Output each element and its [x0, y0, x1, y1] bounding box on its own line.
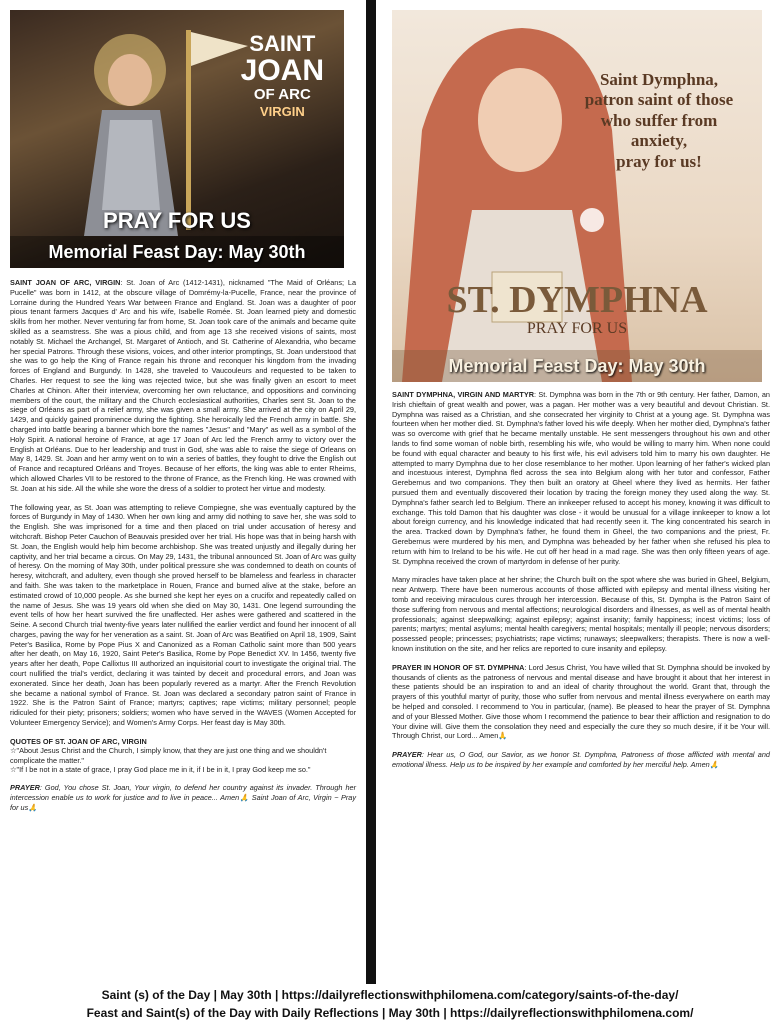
- dymphna-image: [392, 10, 762, 382]
- dymphna-name: ST. DYMPHNA: [446, 279, 708, 321]
- dymphna-caption-line1: Saint Dymphna,: [599, 70, 719, 89]
- joan-quote-1: ☆"About Jesus Christ and the Church, I simply know, that they are just one thing and we shouldn't complicate the matter.": [10, 745, 327, 765]
- joan-paragraph-2: The following year, as St. Joan was attempting to relieve Compiegne, she was eventually captured by the forces of Burgundy in May of 1430. When her own king and army did nothing to save her, she was sold to the English. She was imprisoned for a time and then placed on trial under accusation of heresy and witchcraft. Bishop Peter Cauchon of Beauvais presided over her trial. His hope was that in being harsh with St. Joan, the English would help him become archbishop. She was treated unjustly and illegally during her captivity, and her trial became a circus. On May 29, 1431, the tribunal announced St. Joan of Arc was guilty of heresy. On the morning of May 30th, under political pressure she was condemned to death on counts of heresy, witchcraft, and adultery, even though she proved herself to be blameless and fearless in character and faith. She was taken to the marketplace in Rouen, France and burned alive at the stake, before an estimated crowd of 10,000 people. As she burned she kept her eyes on a crucifix and repeatedly called on the name of Jesus. She was 19 years old when she died on May 30, 1431. One legend surrounding the event tells of how her heart survived the fire unaffected. Her ashes were gathered and scattered in the Seine. A second Church trial twenty-five years later nullified the earlier verdict and found her innocent of all charges, paving the way for her veneration as a saint. St. Joan of Arc was Beatified on April 18, 1909, Saint Peter's Basilica, Rome by Pope Pius X and Canonized as a Roman Catholic saint more than 500 years after her death, on May 16, 1920, Saint Peter's Basilica, Rome by Pope Benedict XV. In 1456, twenty five years after her death, Pope Callixtus III authorized an inquisitorial court to investigate the original trial. The court nullified the trial's verdict, declaring it was tainted by deceit and procedural errors, and Joan was exonerated. Since her death, Joan has been popularly revered as a martyr. After the French Revolution she became a national symbol of France. St. Joan was declared a secondary patron saint of France in 1922. She is the Patron Saint of France; martyrs; captives; rape victims; military personnel; people ridiculed for their piety; prisoners; soldiers; women who have served in the WAVES (Women Accepted for Volunteer Emergency Service); and Women's Army Corps. Her feast day is May 30th.: [10, 502, 356, 728]
- footer-line-1: Saint (s) of the Day | May 30th | https://dailyreflectionswithphilomena.com/category/saints-of-the-day/: [101, 988, 679, 1002]
- joan-pray-text: PRAY FOR US: [103, 208, 251, 233]
- joan-column: [10, 10, 356, 822]
- joan-title-line2: JOAN: [240, 54, 324, 88]
- footer-line-2: Feast and Saint(s) of the Day with Daily Reflections | May 30th | https://dailyreflectionswithphilomena.com/: [86, 1006, 694, 1020]
- joan-title-line3: OF ARC: [253, 85, 311, 103]
- joan-prayer: [10, 783, 356, 812]
- dymphna-paragraph-3: [392, 663, 770, 741]
- dymphna-prayer-text: : Hear us, O God, our Savior, as we honor St. Dymphna, Patroness of those afflicted with mental and emotional illness. Help us to be inspired by her example and comforted by her merciful help. Amen🙏: [392, 750, 770, 769]
- joan-prayer-text: : God, You chose St. Joan, Your virgin, to defend her country against its invader. Through her intercession enable us to work for justice and to live in peace... Amen🙏 Saint Joan of Arc, Virgin ~ Pray for us🙏: [10, 783, 356, 812]
- dymphna-paragraph-3-text: : Lord Jesus Christ, You have willed that St. Dymphna should be invoked by thousands of clients as the patroness of nervous and mental disease and have brought it about that her interest in these patients should be an inspiration to and an ideal of charity throughout the world. Grant that, through the prayers of this youthful martyr of purity, those who suffer from nervous and mental illness everywhere on earth may be helped and consoled. I recommend to You in particular, (name). Be pleased to hear the prayer of St. Dymphna and of your Blessed Mother. Give those whom I recommend the patience to bear their affliction and resignation to do Your divine will. Give them the consolation they need and especially the cure they so much desire, if it be Your will. Through Christ, our Lord... Amen🙏: [392, 662, 770, 741]
- joan-prayer-label: PRAYER: [10, 783, 40, 793]
- dymphna-paragraph-3-label: PRAYER IN HONOR OF ST. DYMPHNA: [392, 662, 525, 672]
- dymphna-pray-text: PRAY FOR US: [526, 320, 628, 337]
- joan-quote-2: ☆"If I be not in a state of grace, I pray God place me in it, if I be in it, I pray God keep me so.": [10, 765, 311, 775]
- joan-image: [10, 10, 344, 268]
- joan-title-line4: VIRGIN: [259, 104, 305, 120]
- dymphna-column: [392, 10, 770, 779]
- dymphna-paragraph-1-text: : St. Dymphna was born in the 7th or 9th century. Her father, Damon, an Irish chieftain of great wealth and power, was a pagan. Her mother was a very beautiful and devout Christian. St. Dymphna was raised as a Christian, and she consecrated her virginity to Christ at a young age. St. Dymphna was fourteen when her mother died. St. Dymphna's father loved his wife deeply. When her mother died, Dymphna's father was so overcome with grief that he became mentally unstable. He sent messengers throughout his own and other lands to find some woman of noble birth, resembling his wife, who would be willing to marry him. When none could be found with equal character and beauty to his first wife, his evil advisers told him to marry his own daughter. He attempted to marry Dymphna due to her close resemblance to her mother. Upon learning of her father's wicked plan and incestuous interest, Dymphna fled across the sea into Belgium along with her tutor and confessor, Father Gerebernus and two companions. They then built an oratory at Gheel where they lived as hermits. Her father pursued them and eventually discovered their location by tracing the foreign money they used along the way. St. Dymphna's father search led to Belgium. There an innkeeper refused to accept his money, knowing it was difficult to exchange. This told Damon that his daughter was close - it would be unusual for a village innkeeper to know a lot about foreign currency, and his knowledge indicated that had recently seen it. The king concentrated his search in the area. Tracked down by Dymphna's father, he found them in Gheel, the two companions and the priest, Fr. Gerebernus were murdered by his men, and Dymphna was beheaded by her father when she refused his plea to return with him to Ireland to be his wife. He cut off her head in a mad rage. She was then only fifteen years of age. St. Dymphna received the crown of martyrdom in defense of her purity.: [392, 390, 770, 566]
- dymphna-prayer: [392, 750, 770, 770]
- dymphna-feast-banner: Memorial Feast Day: May 30th: [392, 350, 762, 382]
- dymphna-paragraph-2: Many miracles have taken place at her shrine; the Church built on the spot where she was buried in Gheel, Belgium, near Antwerp. There have been numerous accounts of those afflicted with epilepsy and mental illness visiting her tomb and receiving miraculous cures through her intercession. Because of this, St. Dympha is the Patron Saint of those suffering from nervous and mental affections; neurological disorders and illnesses, as well as of mental health professionals; against sleepwalking; against epilepsy; against insanity; family happiness; incest victims; loss of parents; martyrs; mental asylums; mental health caregivers; mental hospitals; mentally ill people; nervous disorders; possessed people; princesses; psychiatrists; rape victims; runaways; sleepwalkers; therapists. There is now a well-known institution on the site, and her relics are reported to cure insanity and epilepsy.: [392, 575, 770, 653]
- joan-paragraph-1-label: SAINT JOAN OF ARC, VIRGIN: [10, 278, 121, 287]
- joan-feast-banner: Memorial Feast Day: May 30th: [10, 236, 344, 268]
- dymphna-caption-line4: anxiety,: [630, 131, 688, 151]
- dymphna-prayer-label: PRAYER: [392, 750, 422, 760]
- joan-quotes-title: QUOTES OF ST. JOAN OF ARC, VIRGIN: [10, 736, 147, 746]
- dymphna-paragraph-1-label: SAINT DYMPHNA, VIRGIN AND MARTYR: [392, 390, 534, 399]
- dymphna-caption-line5: pray for us!: [616, 151, 702, 171]
- dymphna-caption-line3: who suffer from: [600, 110, 718, 130]
- center-divider: [366, 0, 376, 984]
- dymphna-paragraph-1: [392, 390, 770, 566]
- joan-paragraph-1: [10, 278, 356, 494]
- joan-paragraph-1-text: : St. Joan of Arc (1412-1431), nicknamed "The Maid of Orléans; La Pucelle" was born in 1412, at the obscure village of Domrémy-la-Pucelle, France, near the province of Lorraine during the Hundred Years War between France and England. St. Joan was a daughter of poor pious tenant farmers Jacques d' Arc and his wife, Isabelle Romée. St. Joan learned piety and domestic skills from her mother. Never venturing far from home, St. Joan took care of the animals and became quite skilled as a seamstress. She was a pious child, and from age 13 she received visions of saints, most notably St. Michael the Archangel, St. Margaret of Antioch, and St. Catherine of Alexandria, who became her special Patrons. Through these visions, voices, and other interior promptings, St. Joan understood that she was to go help the King of France regain his throne and reconquer his kingdom from the invading forces of England and Burgundy. In 1428, she traveled to Vaucouleurs and requested to be taken to Charles. Her request to see the king was rejected twice, but she was finally given an escort to meet Charles at Chinon. After their interview, overcoming her own reluctance, and oppositions and convincing members of the court, the military and the Church ecclesiastical authorities, Charles sent St. Joan to the siege of Orléans as part of a relief army, she was given a small army. She arrived at the city on April 29, 1429, and quickly gained prominence during the fighting. She heroically led the French army in battle. She charged into battle bearing a banner which bore the names "Jesus" and "Mary" as well as a symbol of the Holy Spirit. A national heroine of France, at age 17 Joan of Arc led the French army to victory over the English at Orléans. Due to her leadership and trust in God, she was able to raise the siege of Orleans on May 8, 1429. St. Joan and her army went on to win a series of battles, they fought to drive the English out of France and recaptured Orléans and Troyes. Because of her efforts, the king was able to enter Rheims, which allowed Charles VII to be restored to the throne of France, as the French king. He was crowned with St. Joan at his side. All the while she wore the dress of a soldier to protect her virtue and modesty.: [10, 278, 356, 493]
- dymphna-caption-line2: patron saint of those: [584, 90, 734, 110]
- joan-title-line1: SAINT: [249, 31, 316, 56]
